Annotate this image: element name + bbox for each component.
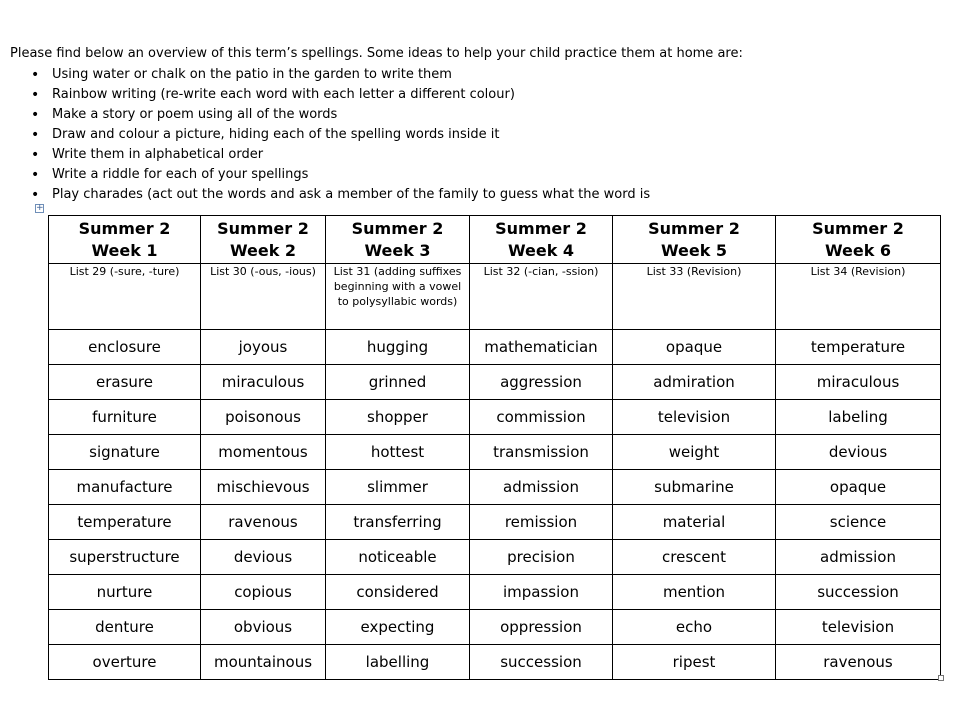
spelling-word: signature: [49, 435, 201, 470]
spelling-word: enclosure: [49, 330, 201, 365]
spelling-word: admission: [776, 540, 941, 575]
spelling-word: labeling: [776, 400, 941, 435]
table-row: [49, 645, 941, 680]
table-row: [49, 610, 941, 645]
spelling-word: labelling: [326, 645, 470, 680]
list-description: List 33 (Revision): [613, 264, 776, 330]
week-header: Summer 2 Week 6: [776, 216, 941, 264]
idea-item: • Play charades (act out the words and ask a member of the family to guess what the word is: [10, 185, 940, 205]
spelling-word: commission: [470, 400, 613, 435]
spelling-word: succession: [776, 575, 941, 610]
intro-text: Please find below an overview of this term’s spellings. Some ideas to help your child practice them at home are:: [10, 46, 743, 61]
table-row: [49, 505, 941, 540]
week-header: Summer 2 Week 5: [613, 216, 776, 264]
spelling-word: material: [613, 505, 776, 540]
week-header: Summer 2 Week 3: [326, 216, 470, 264]
table-row: [49, 575, 941, 610]
spelling-word: television: [613, 400, 776, 435]
idea-item: • Rainbow writing (re-write each word with each letter a different colour): [10, 85, 940, 105]
spelling-word: miraculous: [776, 365, 941, 400]
spelling-word: remission: [470, 505, 613, 540]
spelling-word: momentous: [201, 435, 326, 470]
spelling-word: opaque: [613, 330, 776, 365]
idea-item: • Write them in alphabetical order: [10, 145, 940, 165]
list-description: List 29 (-sure, -ture): [49, 264, 201, 330]
spelling-word: aggression: [470, 365, 613, 400]
idea-item: • Draw and colour a picture, hiding each of the spelling words inside it: [10, 125, 940, 145]
idea-item: • Write a riddle for each of your spellings: [10, 165, 940, 185]
spelling-word: obvious: [201, 610, 326, 645]
spelling-word: expecting: [326, 610, 470, 645]
spelling-word: copious: [201, 575, 326, 610]
spelling-word: mathematician: [470, 330, 613, 365]
move-table-icon[interactable]: +: [36, 203, 44, 213]
spelling-word: mischievous: [201, 470, 326, 505]
spelling-word: manufacture: [49, 470, 201, 505]
spelling-word: noticeable: [326, 540, 470, 575]
spelling-word: considered: [326, 575, 470, 610]
week-header: Summer 2 Week 4: [470, 216, 613, 264]
resize-handle-icon[interactable]: [938, 675, 944, 681]
spelling-word: slimmer: [326, 470, 470, 505]
table-row: [49, 400, 941, 435]
spelling-word: admission: [470, 470, 613, 505]
spelling-word: joyous: [201, 330, 326, 365]
spelling-word: miraculous: [201, 365, 326, 400]
spellings-table: [48, 215, 941, 680]
spelling-word: succession: [470, 645, 613, 680]
idea-item: • Using water or chalk on the patio in the garden to write them: [10, 65, 940, 85]
spelling-word: grinned: [326, 365, 470, 400]
spelling-word: transmission: [470, 435, 613, 470]
spelling-word: overture: [49, 645, 201, 680]
intro-section: [10, 45, 940, 205]
spelling-word: precision: [470, 540, 613, 575]
spelling-word: oppression: [470, 610, 613, 645]
table-row: [49, 470, 941, 505]
spelling-word: impassion: [470, 575, 613, 610]
spelling-word: ravenous: [201, 505, 326, 540]
list-description-row: [49, 264, 941, 330]
list-description: List 30 (-ous, -ious): [201, 264, 326, 330]
spelling-word: echo: [613, 610, 776, 645]
week-header: Summer 2 Week 1: [49, 216, 201, 264]
spelling-word: television: [776, 610, 941, 645]
spelling-word: devious: [776, 435, 941, 470]
spelling-word: science: [776, 505, 941, 540]
spelling-word: transferring: [326, 505, 470, 540]
spelling-word: hugging: [326, 330, 470, 365]
spelling-word: erasure: [49, 365, 201, 400]
spelling-word: devious: [201, 540, 326, 575]
spelling-word: temperature: [49, 505, 201, 540]
spelling-word: poisonous: [201, 400, 326, 435]
table-row: [49, 365, 941, 400]
list-description: List 32 (-cian, -ssion): [470, 264, 613, 330]
week-header-row: [49, 216, 941, 264]
spelling-word: temperature: [776, 330, 941, 365]
list-description: List 34 (Revision): [776, 264, 941, 330]
spelling-word: hottest: [326, 435, 470, 470]
spelling-word: mountainous: [201, 645, 326, 680]
spelling-word: superstructure: [49, 540, 201, 575]
table-row: [49, 540, 941, 575]
spelling-word: nurture: [49, 575, 201, 610]
spelling-word: weight: [613, 435, 776, 470]
spelling-word: ravenous: [776, 645, 941, 680]
table-row: [49, 330, 941, 365]
idea-item: • Make a story or poem using all of the words: [10, 105, 940, 125]
ideas-list: [10, 65, 940, 205]
week-header: Summer 2 Week 2: [201, 216, 326, 264]
table-row: [49, 435, 941, 470]
spelling-word: admiration: [613, 365, 776, 400]
spelling-word: shopper: [326, 400, 470, 435]
spelling-word: submarine: [613, 470, 776, 505]
spelling-word: ripest: [613, 645, 776, 680]
list-description: List 31 (adding suffixes beginning with a vowel to polysyllabic words): [326, 264, 470, 330]
spelling-word: opaque: [776, 470, 941, 505]
spelling-word: crescent: [613, 540, 776, 575]
spelling-word: furniture: [49, 400, 201, 435]
spelling-word: mention: [613, 575, 776, 610]
spelling-word: denture: [49, 610, 201, 645]
